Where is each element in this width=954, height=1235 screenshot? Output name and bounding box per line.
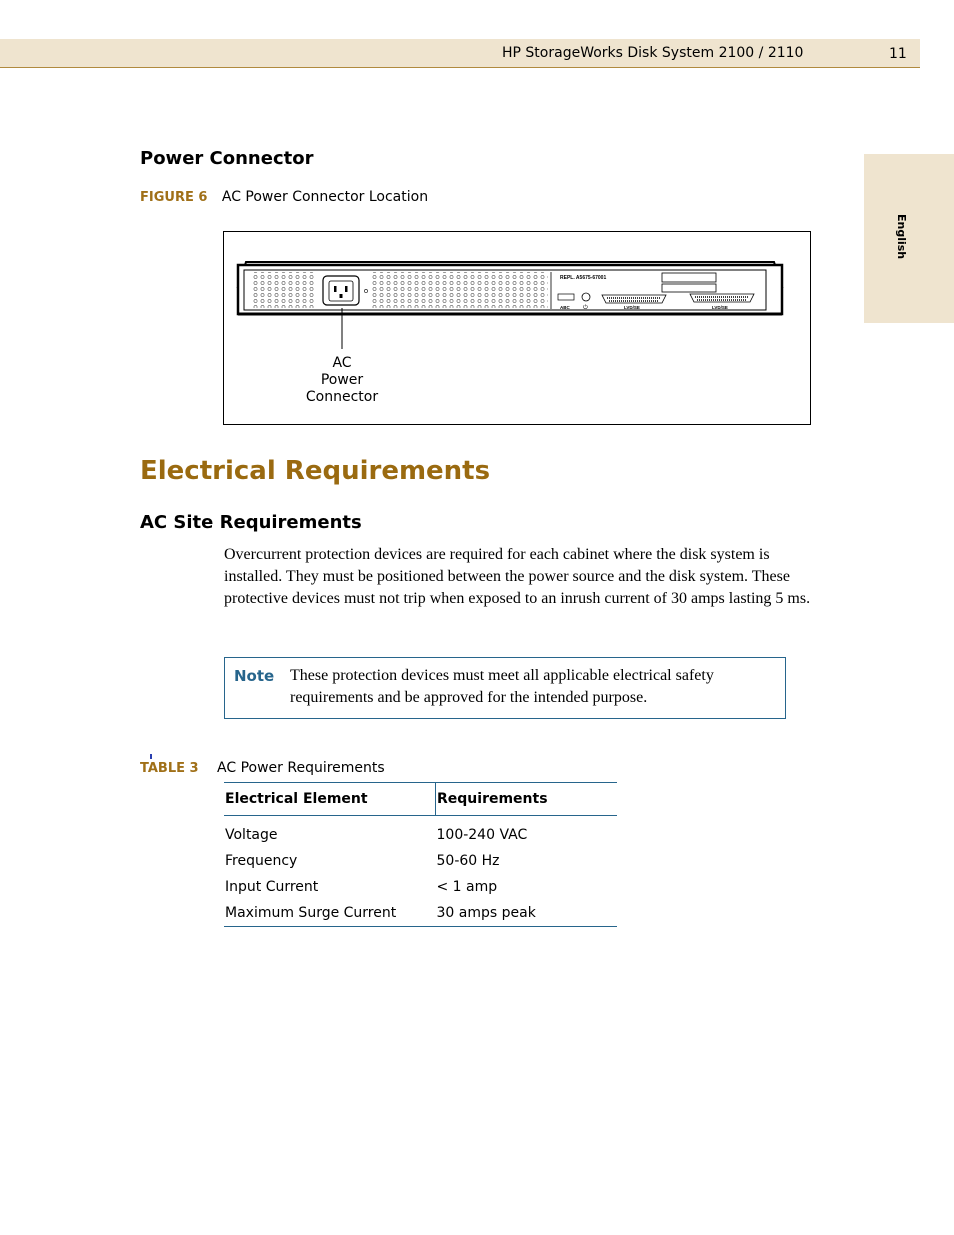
table-cell: Frequency bbox=[225, 853, 298, 869]
table-row bbox=[224, 874, 617, 900]
column-header: Requirements bbox=[436, 783, 618, 816]
column-header: Electrical Element bbox=[224, 783, 436, 816]
table-row bbox=[224, 848, 617, 874]
table-caption-text: AC Power Requirements bbox=[217, 760, 385, 776]
figure-caption-text: AC Power Connector Location bbox=[221, 189, 429, 205]
abc-label: ABC bbox=[560, 305, 570, 310]
language-tab-label: English bbox=[895, 214, 908, 260]
table-cell: 30 amps peak bbox=[436, 900, 618, 927]
table-cell: Input Current bbox=[225, 879, 319, 895]
table-cell: Voltage bbox=[225, 827, 278, 843]
table-row bbox=[224, 816, 617, 849]
scsi-port-icon bbox=[690, 294, 754, 302]
margin-mark bbox=[150, 754, 152, 759]
table-cell: Maximum Surge Current bbox=[224, 900, 436, 927]
table-cell: 50-60 Hz bbox=[436, 853, 500, 869]
scsi-port-icon bbox=[602, 295, 666, 303]
callout-label-line-2: Power bbox=[320, 372, 364, 388]
figure-caption bbox=[140, 189, 428, 205]
table-tag: TABLE 3 bbox=[140, 761, 199, 776]
figure-tag: FIGURE 6 bbox=[140, 190, 208, 205]
table-row bbox=[224, 900, 617, 927]
label-slot-upper bbox=[662, 273, 716, 282]
body-paragraph: Overcurrent protection devices are required for each cabinet where the disk system is installed. They must be positioned between the power source and the disk system. These protective devices must not trip when exposed to an inrush current of 30 amps lasting 5 ms. bbox=[224, 546, 811, 607]
note-text: These protection devices must meet all applicable electrical safety requirements and be approved for the intended purpose. bbox=[290, 667, 714, 706]
section-heading-power-connector: Power Connector bbox=[140, 148, 314, 169]
chapter-heading-electrical-requirements: Electrical Requirements bbox=[140, 456, 491, 486]
power-led-icon bbox=[582, 293, 590, 301]
power-symbol-icon: ⏻ bbox=[583, 304, 588, 311]
figure-frame bbox=[223, 231, 811, 425]
scsi-port-label: LVD/SE bbox=[624, 305, 640, 310]
disk-system-rear-panel-diagram bbox=[224, 232, 810, 424]
vent-grille-left bbox=[253, 272, 316, 308]
callout-label-line-3: Connector bbox=[305, 389, 379, 405]
page-number: 11 bbox=[889, 46, 907, 62]
table-cell: 100-240 VAC bbox=[436, 827, 528, 843]
abc-switch-icon bbox=[558, 294, 574, 300]
note-box bbox=[224, 657, 786, 719]
running-header-title: HP StorageWorks Disk System 2100 / 2110 bbox=[502, 45, 804, 61]
table-cell: < 1 amp bbox=[436, 879, 498, 895]
note-label: Note bbox=[234, 667, 275, 685]
table-header-row bbox=[224, 783, 617, 816]
language-tab bbox=[864, 154, 954, 323]
part-number-label: REPL. A5675-67001 bbox=[560, 275, 607, 281]
scsi-port-label: LVD/SE bbox=[712, 305, 728, 310]
ac-power-connector-icon bbox=[323, 276, 359, 305]
section-heading-ac-site: AC Site Requirements bbox=[140, 512, 362, 533]
label-slot-lower bbox=[662, 284, 716, 292]
callout-label-line-1: AC bbox=[332, 355, 352, 371]
ac-power-requirements-table bbox=[224, 782, 617, 927]
vent-grille-center bbox=[370, 272, 548, 308]
table-caption bbox=[140, 760, 385, 776]
